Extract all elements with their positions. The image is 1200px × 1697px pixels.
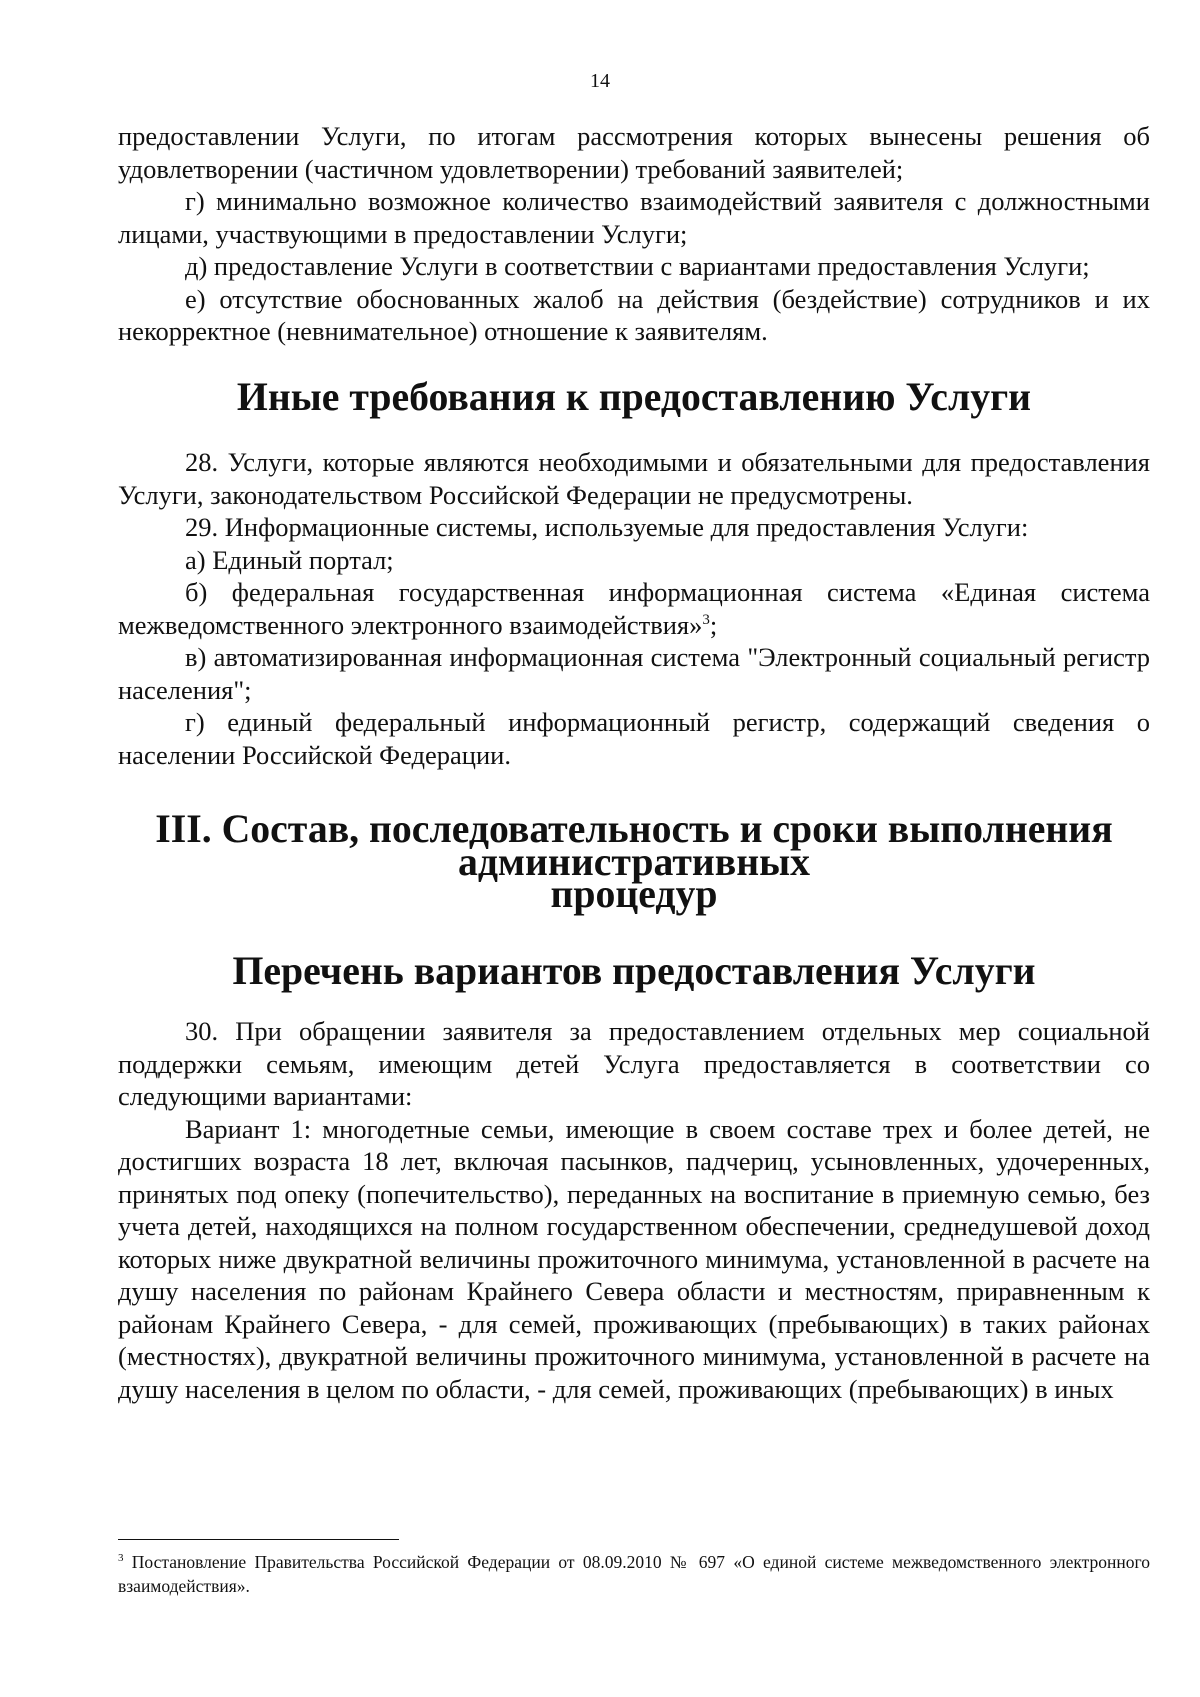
list-item-b-smev — [118, 576, 1150, 641]
heading-section-iii-line1: III. Состав, последовательность и сроки выполнения административных — [155, 807, 1113, 884]
heading-variants-list: Перечень вариантов предоставления Услуги — [232, 948, 1036, 993]
footnote-marker: 3 — [118, 1552, 124, 1565]
footnote-text: Постановление Правительства Российской Федерации от 08.09.2010 № 697 «О единой системе межведомственного электронного взаимодействия». — [118, 1552, 1150, 1596]
page-number: 14 — [590, 70, 610, 92]
list-item-b-text: б) федеральная государственная информационная система «Единая система межведомственного электронного взаимодействия» — [118, 577, 1150, 640]
list-item-b-trailer: ; — [709, 609, 718, 640]
paragraph-30: 30. При обращении заявителя за предоставлением отдельных мер социальной поддержки семьям, имеющим детей Услуга предоставляется в соответствии со следующими вариантами: — [118, 1016, 1150, 1111]
paragraph-28: 28. Услуги, которые являются необходимыми и обязательными для предоставления Услуги, законодательством Российской Федерации не предусмотрены. — [118, 447, 1150, 510]
list-item-g-federal-register: г) единый федеральный информационный регистр, содержащий сведения о населении Российской Федерации. — [118, 707, 1150, 770]
footnote-reference[interactable]: 3 — [702, 611, 710, 628]
paragraph-variant-1: Вариант 1: многодетные семьи, имеющие в своем составе трех и более детей, не достигших возраста 18 лет, включая пасынков, падчериц, усыновленных, удочеренных, принятых под опеку (попечительство), переданных на воспитание в приемную семью, без учета детей, находящихся на полном государственном обеспечении, среднедушевой доход которых ниже двукратной величины прожиточного минимума, установленной в расчете на душу населения по районам Крайнего Севера области и местностям, приравненным к районам Крайнего Севера, - для семей, проживающих (пребывающих) в таких районах (местностях), двукратной величины прожиточного минимума, установленной в расчете на душу населения в целом по области, - для семей, проживающих (пребывающих) в иных — [118, 1113, 1150, 1404]
heading-other-requirements: Иные требования к предоставлению Услуги — [236, 374, 1032, 419]
list-item-e-complaints: е) отсутствие обоснованных жалоб на действия (бездействие) сотрудников и их некорректное (невнимательное) отношение к заявителям. — [118, 283, 1150, 346]
heading-section-iii — [118, 807, 1150, 916]
list-item-v-social-register: в) автоматизированная информационная система "Электронный социальный регистр населения"; — [118, 642, 1150, 705]
heading-section-iii-line2: процедур — [550, 872, 718, 916]
list-item-d-variants: д) предоставление Услуги в соответствии с вариантами предоставления Услуги; — [185, 251, 1090, 281]
document-body — [118, 120, 1150, 1405]
list-item-g-interactions: г) минимально возможное количество взаимодействий заявителя с должностными лицами, участвующими в предоставлении Услуги; — [118, 186, 1150, 249]
list-item-a-portal: а) Единый портал; — [185, 544, 394, 575]
paragraph-continuation: предоставлении Услуги, по итогам рассмотрения которых вынесены решения об удовлетворении (частичном удовлетворении) требований заявителей; — [118, 121, 1150, 184]
paragraph-29: 29. Информационные системы, используемые для предоставления Услуги: — [185, 512, 1029, 542]
footnote-divider — [118, 1539, 399, 1540]
footnote — [118, 1550, 1150, 1598]
